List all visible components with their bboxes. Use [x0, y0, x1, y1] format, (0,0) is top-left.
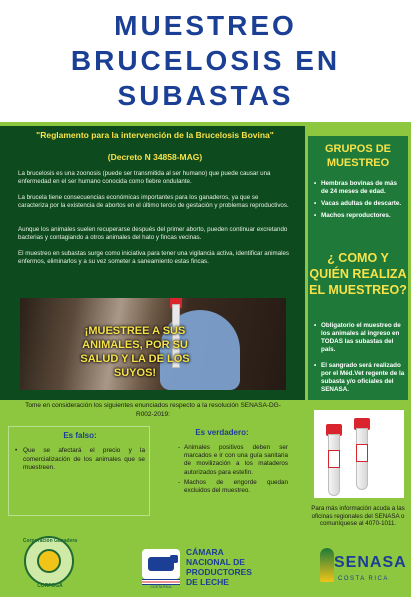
list-item: • Obligatorio el muestreo de los animales al ingreso en TODAS las subastas del país.	[314, 322, 406, 354]
corfoga-emblem-shape	[37, 549, 61, 573]
tube-label-icon	[356, 444, 368, 462]
list-item: - Machos de engorde quedan excluidos del muestreo.	[178, 479, 288, 495]
how-list	[314, 322, 406, 402]
corfoga-name: CORFOGA	[37, 583, 63, 589]
senasa-logo	[316, 548, 408, 590]
cnpl-logo	[140, 545, 300, 593]
corfoga-arc-text: Corporación Ganadera	[22, 538, 78, 544]
true-title: Es verdadero:	[195, 428, 249, 437]
cnpl-line: PRODUCTORES	[186, 567, 252, 577]
paragraph-recovery: Aunque los animales suelen recuperarse después del primer aborto, pueden continuar excretando bacterias y contagiando a otros animales del hato y fincas vecinas.	[18, 226, 288, 241]
groups-title: GRUPOS DE MUESTREO	[324, 143, 391, 169]
cow-icon	[142, 549, 180, 579]
groups-list	[314, 180, 406, 224]
list-item: - Animales positivos deben ser marcados e ir con una guía sanitaria de movilización a los mataderos autorizados para estefin.	[178, 444, 288, 477]
true-box	[154, 426, 290, 516]
cnpl-line: CÁMARA	[186, 547, 224, 557]
contact-info: Para más información acuda a las oficinas regionales del SENASA o comuníquese al 4070-1011.	[311, 505, 405, 528]
cnpl-name	[186, 547, 298, 587]
senasa-name: SENASA	[334, 554, 407, 571]
header	[0, 0, 411, 122]
cnpl-line: NACIONAL DE	[186, 557, 245, 567]
cow-head-shape	[170, 555, 178, 563]
paragraph-zoonosis: La brucelosis es una zoonosis (puede ser transmitida al ser humano) que puede causar una enfermedad en el ser humano conocida como fiebre ondulante.	[18, 170, 271, 185]
senasa-country: COSTA RICA	[338, 576, 389, 582]
how-box	[308, 244, 408, 400]
senasa-emblem-icon	[320, 548, 334, 582]
corfoga-logo	[18, 536, 82, 592]
cnpl-country: COSTA RICA	[150, 585, 172, 589]
true-list	[178, 444, 288, 497]
false-title: Es falso:	[63, 431, 97, 440]
false-list	[15, 447, 145, 473]
list-item: • Machos reproductores.	[314, 212, 406, 220]
regulation-title: "Reglamento para la intervención de la Brucelosis Bovina"	[36, 130, 274, 140]
paragraph-economic: La brucela tiene consecuencias económicas importantes para los ganaderos, ya que se caracteriza por la existencia de abortos en el último tercio de gestación y problemas reproductivos.	[18, 194, 289, 209]
title-line-3: SUBASTAS	[117, 80, 294, 111]
groups-box	[308, 136, 408, 244]
photo-motto: ¡MUESTREE A SUS ANIMALES, POR SU SALUD Y LA DE LOS SUYOS!	[80, 325, 190, 379]
consider-note: Tome en consideración los siguientes enunciados respecto a la resolución SENASA-DG-R002-2019:	[25, 402, 281, 418]
title-line-2: BRUCELOSIS EN	[70, 45, 341, 76]
cnpl-line: DE LECHE	[186, 577, 229, 587]
page-title	[0, 8, 411, 113]
paragraph-initiative: El muestreo en subastas surge como iniciativa para tener una vigilancia activa, identificar animales enfermos, eliminarlos y a su vez someter a saneamiento estas fincas.	[18, 250, 290, 265]
blood-tubes-photo	[314, 410, 404, 498]
how-title: ¿ COMO Y QUIÉN REALIZA EL MUESTREO?	[309, 251, 407, 297]
blood-sampling-photo	[20, 298, 286, 390]
list-item: • Hembras bovinas de más de 24 meses de edad.	[314, 180, 406, 196]
list-item: • El sangrado será realizado por el Méd.Vet regente de la subasta y/o oficiales del SENASA.	[314, 362, 406, 394]
regulation-decree: (Decreto N 34858-MAG)	[107, 152, 203, 162]
list-item: • Que se afectará el precio y la comercialización de los animales que se muestreen.	[15, 447, 145, 473]
title-line-1: MUESTREO	[114, 10, 297, 41]
tube-label-icon	[328, 450, 340, 468]
list-item: • Vacas adultas de descarte.	[314, 200, 406, 208]
false-box	[8, 426, 150, 516]
